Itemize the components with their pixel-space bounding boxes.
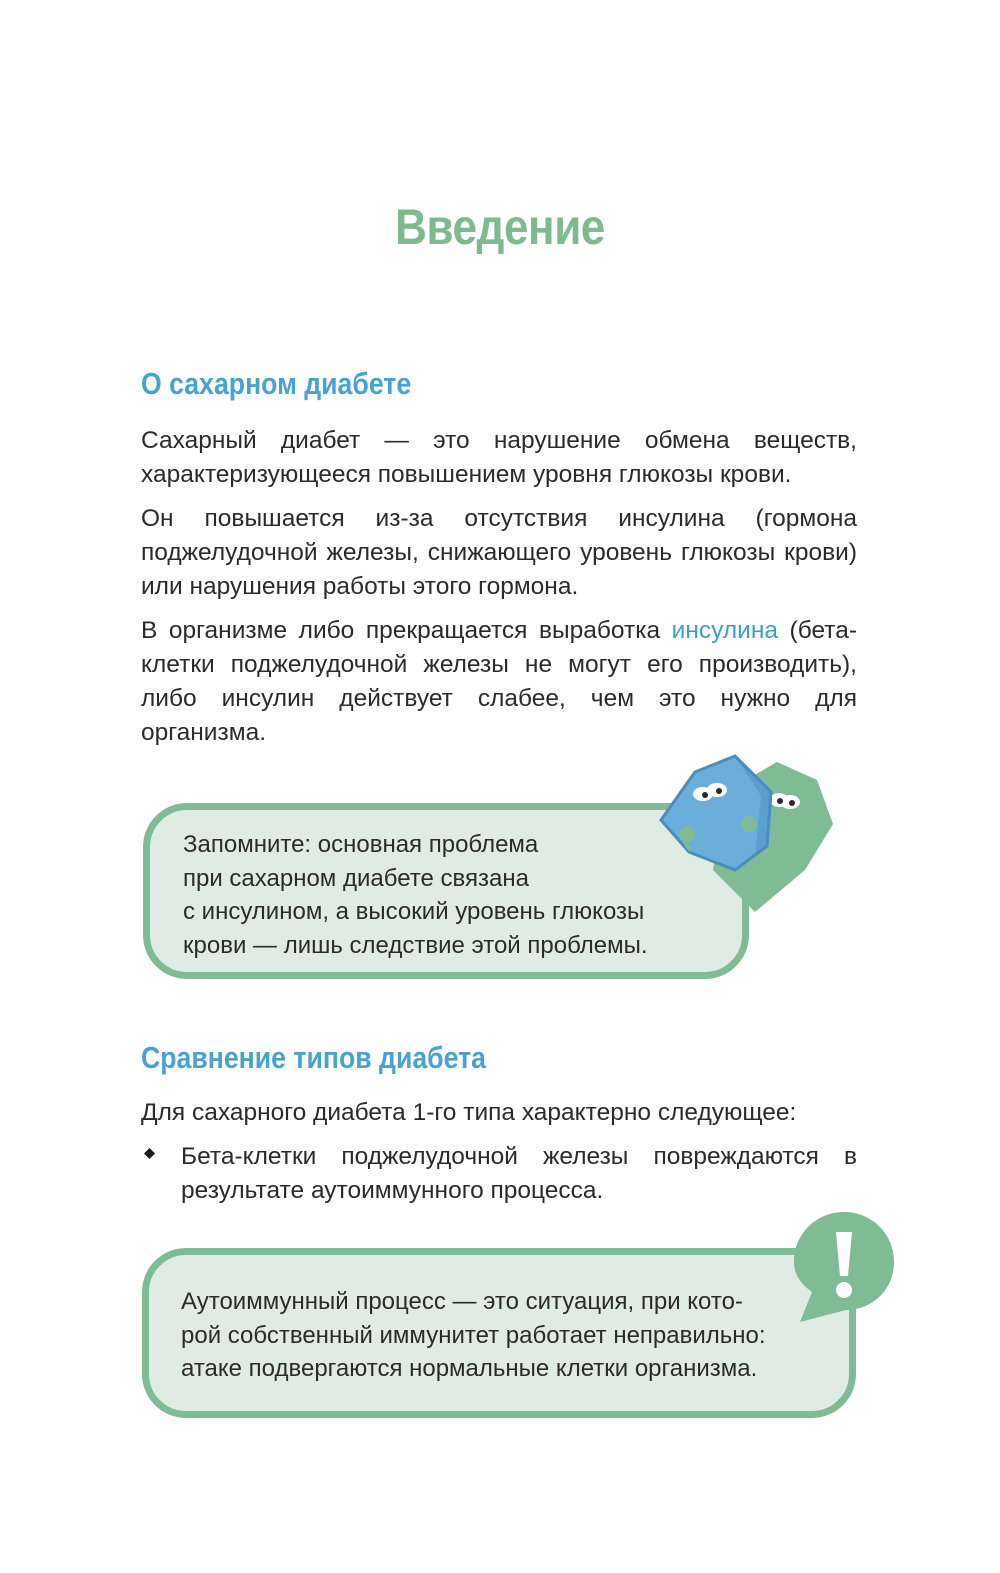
remember-callout-line: при сахарном диабете связана — [183, 864, 529, 892]
exclamation-bubble-icon — [790, 1208, 898, 1324]
autoimmune-callout-text — [181, 1285, 821, 1386]
insulin-term-link[interactable]: инсулина — [671, 617, 778, 644]
diamond-bullet-icon — [144, 1148, 155, 1159]
paragraph-cause: Он повышается из-за отсутствия инсулина (гормона поджелудочной железы, снижающего уровень глюкозы крови) или нарушения работы этого гормона. — [141, 505, 857, 600]
remember-callout-line: Запомните: основная проблема — [183, 831, 539, 858]
remember-callout-line: с инсулином, а высокий уровень глюкозы — [183, 898, 645, 925]
chapter-title: Введение — [395, 199, 605, 255]
autoimmune-callout-line: рой собственный иммунитет работает неправильно: — [181, 1321, 766, 1349]
hexagon-cells-mascot-icon — [655, 752, 840, 917]
paragraph-insulin — [141, 614, 857, 750]
paragraph-insulin-end: (бета-клетки поджелудочной железы не могут его производить), либо инсулин действует слабее, чем это нужно для организма. — [141, 617, 858, 746]
autoimmune-callout-line: Аутоиммунный процесс — это ситуация, при кото- — [181, 1288, 743, 1315]
paragraph-definition: Сахарный диабет — это нарушение обмена веществ, характеризующееся повышением уровня глюкозы крови. — [141, 427, 857, 488]
remember-callout-text — [183, 828, 703, 962]
paragraph-insulin-start: В организме либо прекращается выработка — [141, 617, 672, 644]
section-heading-about-diabetes: О сахарном диабете — [141, 366, 412, 401]
autoimmune-callout-line: атаке подвергаются нормальные клетки организма. — [181, 1355, 758, 1382]
list-item-text: Бета-клетки поджелудочной железы повреждаются в результате аутоиммунного процесса. — [181, 1143, 857, 1204]
list-item — [141, 1140, 857, 1208]
paragraph-type1-intro: Для сахарного диабета 1-го типа характерно следующее: — [141, 1099, 797, 1126]
section-heading-diabetes-types: Сравнение типов диабета — [141, 1040, 487, 1075]
type1-features-list — [141, 1140, 857, 1208]
remember-callout-line: крови — лишь следствие этой проблемы. — [183, 931, 648, 959]
